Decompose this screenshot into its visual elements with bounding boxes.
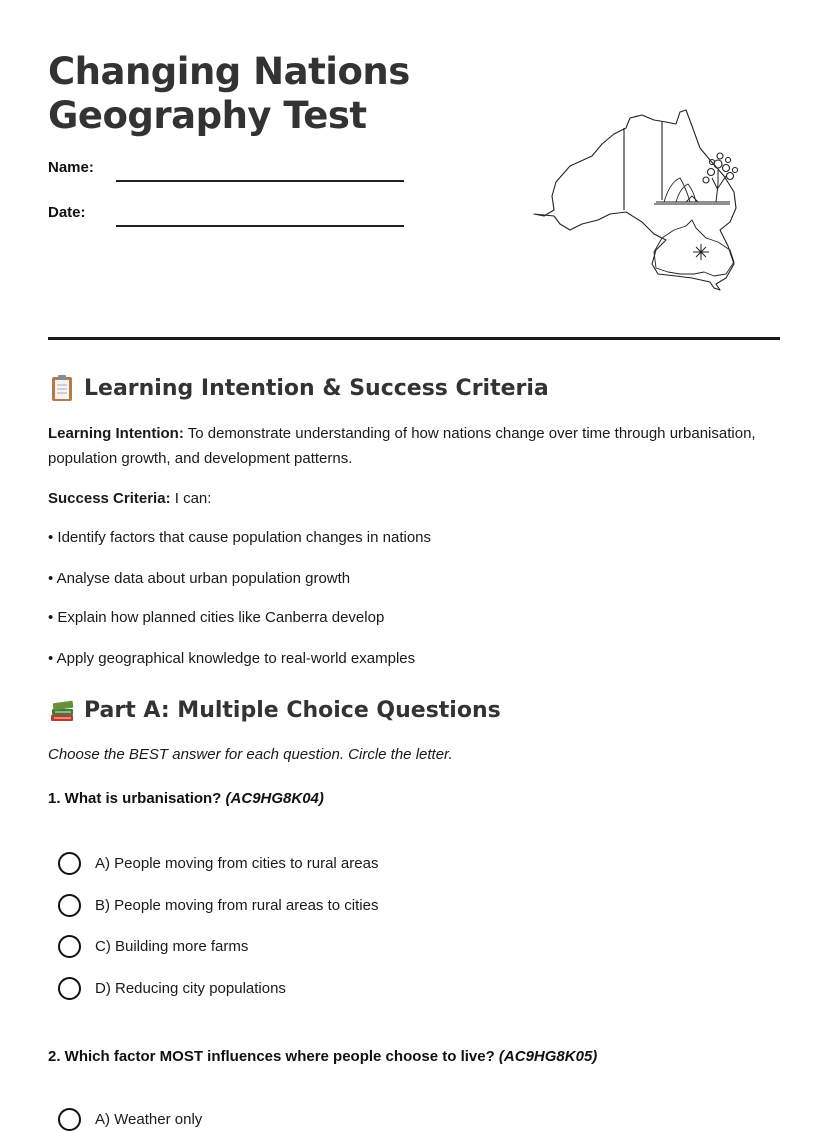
success-criteria-label: Success Criteria:: [48, 490, 171, 507]
success-criteria: [48, 486, 788, 511]
criteria-item: • Analyse data about urban population growth: [48, 570, 351, 587]
opera-house: [656, 178, 730, 202]
option-label: A) Weather only: [95, 1111, 203, 1128]
answer-circle[interactable]: [58, 852, 81, 875]
name-field[interactable]: [116, 180, 404, 182]
learning-intention-label: Learning Intention:: [48, 425, 184, 442]
answer-circle[interactable]: [58, 935, 81, 958]
option-1d[interactable]: [58, 977, 286, 1000]
part-a-heading: [48, 696, 501, 724]
criteria-item: • Identify factors that cause population changes in nations: [48, 529, 431, 546]
title-line-2: Geography Test: [48, 94, 367, 137]
answer-circle[interactable]: [58, 977, 81, 1000]
question-2-text: 2. Which factor MOST influences where people choose to live?: [48, 1048, 499, 1065]
learning-heading: [48, 374, 549, 402]
question-1-code: (AC9HG8K04): [225, 790, 324, 807]
part-a-heading-text: Part A: Multiple Choice Questions: [84, 697, 501, 723]
criteria-item: • Explain how planned cities like Canberra develop: [48, 609, 385, 626]
question-2: [48, 1048, 597, 1065]
date-label: Date:: [48, 204, 86, 221]
option-label: D) Reducing city populations: [95, 980, 286, 997]
map-outline: [534, 110, 736, 290]
books-icon: [48, 696, 76, 724]
compass-star-icon: [693, 244, 709, 260]
section-divider: [48, 337, 780, 340]
title-line-1: Changing Nations: [48, 50, 410, 93]
option-label: A) People moving from cities to rural areas: [95, 855, 379, 872]
instructions: Choose the BEST answer for each question. Circle the letter.: [48, 746, 453, 763]
question-1-text: 1. What is urbanisation?: [48, 790, 226, 807]
option-2a[interactable]: [58, 1108, 202, 1131]
tree-trunk: [712, 170, 726, 202]
learning-heading-text: Learning Intention & Success Criteria: [84, 375, 549, 401]
answer-circle[interactable]: [58, 894, 81, 917]
answer-circle[interactable]: [58, 1108, 81, 1131]
option-1c[interactable]: [58, 935, 248, 958]
date-field[interactable]: [116, 225, 404, 227]
learning-intention: [48, 421, 788, 471]
option-1a[interactable]: [58, 852, 378, 875]
australia-map-illustration: [530, 104, 746, 294]
question-1: [48, 790, 324, 807]
page-title: [48, 50, 410, 138]
success-criteria-text: I can:: [170, 490, 212, 507]
clipboard-icon: [48, 374, 76, 402]
criteria-item: • Apply geographical knowledge to real-world examples: [48, 650, 416, 667]
option-label: B) People moving from rural areas to cities: [95, 897, 379, 914]
question-2-code: (AC9HG8K05): [498, 1048, 598, 1065]
learning-intention-text: To demonstrate understanding of how nations change over time through urbanisation, population growth, and development patterns.: [48, 425, 756, 467]
option-label: C) Building more farms: [95, 938, 249, 955]
name-label: Name:: [48, 159, 94, 176]
option-1b[interactable]: [58, 894, 378, 917]
